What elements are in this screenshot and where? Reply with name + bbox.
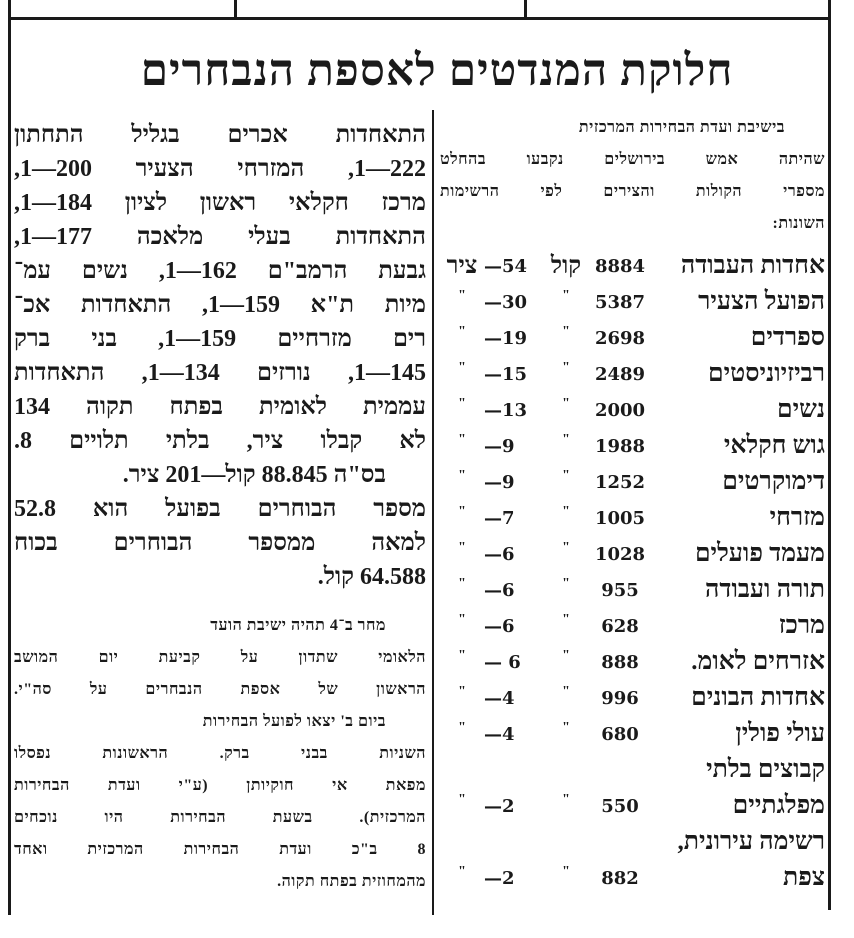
party-name: אחדות הבונים — [691, 684, 825, 711]
vote-count: 680 — [601, 723, 639, 745]
left-column — [14, 118, 426, 898]
text-line: מספר הבוחרים בפועל הוא 52.8 — [14, 496, 426, 522]
ditto-mark: " — [562, 540, 570, 555]
party-name: רביזיוניסטים — [708, 360, 825, 387]
party-name: מרכז — [778, 612, 825, 639]
right-column — [440, 112, 825, 896]
ditto-mark: " — [458, 576, 466, 591]
ditto-mark: " — [562, 288, 570, 303]
ditto-mark: " — [562, 720, 570, 735]
text-line: ביום ב' יצאו לפועל הבחירות — [202, 713, 386, 730]
text-line: מהמחוזית בפתח תקוה. — [277, 873, 426, 890]
text-line: הלאומי שתדון על קביעת יום המושב — [14, 649, 426, 666]
party-name: נשים — [777, 396, 825, 423]
ditto-mark: " — [562, 360, 570, 375]
vote-count: 1005 — [594, 507, 646, 529]
vote-count: 1028 — [594, 543, 646, 565]
ditto-mark: " — [562, 792, 570, 807]
text-line: שהיתה אמש בירושלים נקבעו בהחלט — [440, 151, 825, 168]
ditto-mark: " — [562, 396, 570, 411]
vote-count: 5387 — [594, 291, 646, 313]
text-line: המרכזית). בשעת הבחירות היו נוכחים — [14, 809, 426, 826]
column-divider — [432, 110, 434, 915]
seat-count: — 6 — [484, 651, 521, 673]
text-line: גבעת הרמב"ם 162—1, נשים עמ־ — [14, 258, 426, 284]
ditto-mark: " — [458, 324, 466, 339]
party-name: ספרדים — [750, 324, 825, 351]
party-name: אחדות העבודה — [680, 252, 825, 279]
left-border — [8, 0, 11, 915]
party-name: הפועל הצעיר — [698, 288, 825, 315]
text-line: התאחדות אכרים בגליל התחתון — [14, 122, 426, 148]
party-name: תורה ועבודה — [705, 576, 825, 603]
seat-count: —6 — [484, 543, 515, 565]
ditto-mark: " — [458, 288, 466, 303]
vote-count: 550 — [601, 795, 639, 817]
text-line: 145—1, נורזים 134—1, התאחדות — [14, 360, 426, 386]
ditto-mark: " — [458, 432, 466, 447]
top-rule — [8, 17, 830, 20]
ditto-mark: " — [562, 504, 570, 519]
text-line: בישיבת ועדת הבחירות המרכזית — [578, 119, 785, 136]
news-paragraph — [14, 610, 426, 898]
ditto-mark: " — [458, 612, 466, 627]
ditto-mark: " — [458, 540, 466, 555]
text-line: 64.588 קול. — [317, 564, 426, 590]
seat-count: —7 — [484, 507, 515, 529]
seat-count: —13 — [484, 399, 528, 421]
text-line: השונות: — [772, 215, 825, 232]
results-table — [440, 248, 825, 896]
ditto-mark: " — [458, 504, 466, 519]
text-line: הראשון של אספת הנבחרים על סה"י. — [14, 681, 426, 698]
vote-count: 1988 — [594, 435, 646, 457]
ditto-mark: " — [562, 432, 570, 447]
ditto-mark: " — [458, 468, 466, 483]
vote-count: 1252 — [594, 471, 646, 493]
text-line: עממית לאומית בפתח תקוה 134 — [14, 394, 426, 420]
seats-unit: ציר — [446, 252, 478, 279]
seat-count: —54 — [484, 255, 528, 277]
text-line: מספרי הקולות והצירים לפי הרשימות — [440, 183, 825, 200]
text-line: מיות ת"א 159—1, התאחדות אכ־ — [14, 292, 426, 318]
vote-count: 2698 — [594, 327, 646, 349]
vote-count: 996 — [601, 687, 639, 709]
ditto-mark: " — [562, 468, 570, 483]
party-name: קבוצים בלתי — [706, 756, 825, 783]
top-tick — [524, 0, 527, 18]
seat-count: —6 — [484, 579, 515, 601]
total-line: בס"ה 88.845 קול—201 ציר. — [122, 462, 386, 488]
results-summary — [14, 118, 426, 594]
ditto-mark: " — [458, 396, 466, 411]
spacer — [14, 594, 426, 610]
party-name: עולי פולין — [735, 720, 825, 747]
ditto-mark: " — [562, 864, 570, 879]
party-name: גוש חקלאי — [723, 432, 825, 459]
vote-count: 2000 — [594, 399, 646, 421]
seat-count: —2 — [484, 867, 515, 889]
ditto-mark: " — [458, 792, 466, 807]
text-line: מפאת אי חוקיותן (ע"י ועדת הבחירות — [14, 777, 426, 794]
party-name: אזרחים לאומ. — [691, 648, 825, 675]
top-tick — [234, 0, 237, 18]
ditto-mark: " — [458, 720, 466, 735]
ditto-mark: " — [562, 684, 570, 699]
ditto-mark: " — [458, 360, 466, 375]
seat-count: —30 — [484, 291, 528, 313]
vote-count: 955 — [601, 579, 639, 601]
text-line: לא קבלו ציר, בלתי תלויים 8. — [14, 428, 426, 454]
seat-count: —15 — [484, 363, 528, 385]
seat-count: —4 — [484, 687, 515, 709]
vote-count: 882 — [601, 867, 639, 889]
headline: חלוקת המנדטים לאספת הנבחרים — [140, 46, 734, 95]
ditto-mark: " — [562, 648, 570, 663]
text-line: 8 ב"כ ועדת הבחירות המרכזית ואחד — [14, 841, 426, 858]
text-line: השניות בבני ברק. הראשונות נפסלו — [14, 745, 426, 762]
text-line: התאחדות בעלי מלאכה 177—1, — [14, 224, 426, 250]
ditto-mark: " — [562, 576, 570, 591]
party-name: דימוקרטים — [722, 468, 825, 495]
text-line: מחר ב־4 תהיה ישיבת הועד — [210, 617, 386, 634]
party-name: רשימה עירונית, — [677, 828, 825, 855]
seat-count: —19 — [484, 327, 528, 349]
ditto-mark: " — [562, 612, 570, 627]
text-line: למאה ממספר הבוחרים בכוח — [14, 530, 426, 556]
vote-count: 8884 — [594, 255, 646, 277]
intro-paragraph — [440, 112, 825, 240]
seat-count: —2 — [484, 795, 515, 817]
seat-count: —4 — [484, 723, 515, 745]
ditto-mark: " — [562, 324, 570, 339]
party-name: צפת — [783, 864, 825, 891]
text-line: 222—1, המזרחי הצעיר 200—1, — [14, 156, 426, 182]
votes-unit: קול — [550, 252, 582, 279]
vote-count: 888 — [601, 651, 639, 673]
text-line: רים מזרחיים 159—1, בני ברק — [14, 326, 426, 352]
ditto-mark: " — [458, 864, 466, 879]
party-name: מעמד פועלים — [694, 540, 825, 567]
right-border — [828, 0, 831, 910]
text-line: מרכז חקלאי ראשון לציון 184—1, — [14, 190, 426, 216]
seat-count: —6 — [484, 615, 515, 637]
seat-count: —9 — [484, 471, 515, 493]
ditto-mark: " — [458, 648, 466, 663]
seat-count: —9 — [484, 435, 515, 457]
party-name: מזרחי — [769, 504, 825, 531]
vote-count: 628 — [601, 615, 639, 637]
vote-count: 2489 — [594, 363, 646, 385]
party-name: מפלגתיים — [732, 792, 825, 819]
ditto-mark: " — [458, 684, 466, 699]
